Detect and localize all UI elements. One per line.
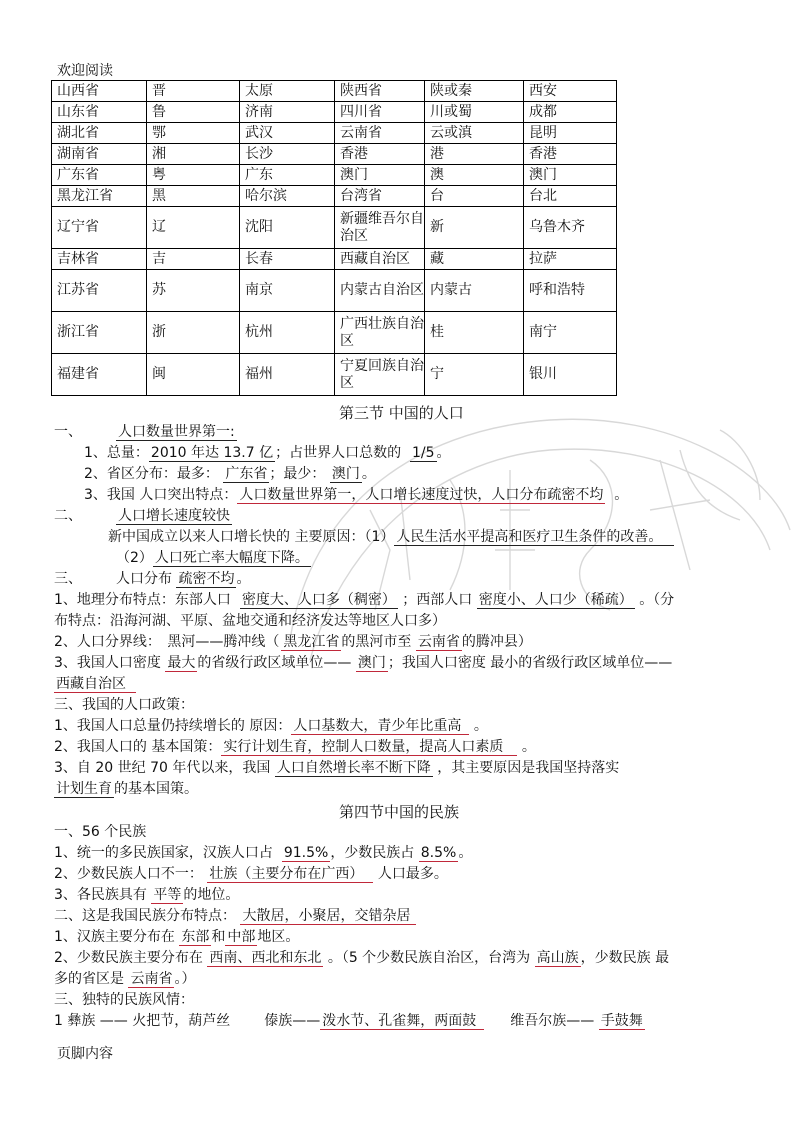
eth-heading2: 二、这是我国民族分布特点： 大散居，小聚居，交错杂居 <box>54 906 416 926</box>
province-cell: 山东省 <box>52 102 147 123</box>
province-cell: 吉 <box>147 249 240 270</box>
province-cell: 辽宁省 <box>52 207 147 249</box>
province-cell: 昆明 <box>524 123 617 144</box>
page-header: 欢迎阅读 <box>57 63 113 79</box>
province-cell: 桂 <box>425 312 524 354</box>
province-cell: 川或蜀 <box>425 102 524 123</box>
province-cell: 内蒙古自治区 <box>335 270 425 312</box>
eth-line4: 1、汉族主要分布在 东部 和 中部 地区。 <box>54 929 300 945</box>
province-cell: 粤 <box>147 165 240 186</box>
province-cell: 西安 <box>524 81 617 102</box>
province-cell: 藏 <box>425 249 524 270</box>
province-row <box>52 102 617 123</box>
province-table-body <box>52 81 617 396</box>
page-footer: 页脚内容 <box>57 1046 113 1062</box>
province-cell: 澳 <box>425 165 524 186</box>
province-cell: 哈尔滨 <box>240 186 335 207</box>
province-row <box>52 207 617 249</box>
province-cell: 浙 <box>147 312 240 354</box>
section4-title: 第四节中国的民族 <box>339 803 460 821</box>
province-cell: 沈阳 <box>240 207 335 249</box>
province-cell: 广东 <box>240 165 335 186</box>
province-cell: 澳门 <box>335 165 425 186</box>
province-row <box>52 144 617 165</box>
s3-heading: 三、 人口分布 疏密不均 。 <box>54 571 251 587</box>
eth-heading3: 三、独特的民族风情： <box>54 992 194 1008</box>
s3-line5: 西藏自治区 <box>54 674 136 694</box>
s3-line2: 布特点：沿海河湖、平原、盆地交通和经济发达等地区人口多） <box>54 613 446 629</box>
province-cell: 山西省 <box>52 81 147 102</box>
province-cell: 长春 <box>240 249 335 270</box>
province-cell: 台 <box>425 186 524 207</box>
province-cell: 银川 <box>524 354 617 396</box>
province-row <box>52 312 617 354</box>
province-cell: 乌鲁木齐 <box>524 207 617 249</box>
province-row <box>52 165 617 186</box>
province-cell: 宁 <box>425 354 524 396</box>
province-cell: 西藏自治区 <box>335 249 425 270</box>
province-cell: 苏 <box>147 270 240 312</box>
province-cell: 杭州 <box>240 312 335 354</box>
province-cell: 武汉 <box>240 123 335 144</box>
province-cell: 福建省 <box>52 354 147 396</box>
s2-line1: 新中国成立以来人口增长快的 主要原因：（1） 人民生活水平提高和医疗卫生条件的改善。 <box>108 527 674 547</box>
province-cell: 香港 <box>524 144 617 165</box>
province-cell: 太原 <box>240 81 335 102</box>
s1-line2: 2、省区分布：最多： 广东省 ；最少： 澳门 。 <box>84 466 376 482</box>
policy-line4: 计划生育 的基本国策。 <box>56 781 198 797</box>
province-cell: 宁夏回族自治区 <box>335 354 425 396</box>
policy-line3: 3、自 20 世纪 70 年代以来，我国 人口自然增长率不断下降 ，其主要原因是我国坚持落实 <box>54 760 620 776</box>
province-cell: 澳门 <box>524 165 617 186</box>
province-cell: 香港 <box>335 144 425 165</box>
province-cell: 台北 <box>524 186 617 207</box>
province-cell: 内蒙古 <box>425 270 524 312</box>
province-row <box>52 81 617 102</box>
province-cell: 鲁 <box>147 102 240 123</box>
policy-line2: 2、我国人口的 基本国策： 实行计划生育，控制人口数量，提高人口素质 。 <box>54 739 536 755</box>
province-cell: 鄂 <box>147 123 240 144</box>
eth-line3: 3、各民族具有 平等 的地位。 <box>54 887 240 903</box>
eth-line1: 1、统一的多民族国家，汉族人口占 91.5% ，少数民族占 8.5% 。 <box>54 845 473 861</box>
s3-line1: 1、地理分布特点：东部人口 密度大、人口多（稠密） ；西部人口 密度小、人口少（稀疏） 。（分 <box>54 592 675 608</box>
province-cell: 台湾省 <box>335 186 425 207</box>
province-cell: 南宁 <box>524 312 617 354</box>
eth-line7: 1 彝族 —— 火把节，葫芦丝 傣族—— 泼水节、孔雀舞，两面鼓 维吾尔族—— 手鼓舞 <box>54 1013 643 1029</box>
province-cell: 晋 <box>147 81 240 102</box>
province-cell: 陕或秦 <box>425 81 524 102</box>
province-cell: 呼和浩特 <box>524 270 617 312</box>
province-cell: 辽 <box>147 207 240 249</box>
province-cell: 云南省 <box>335 123 425 144</box>
province-cell: 闽 <box>147 354 240 396</box>
province-row <box>52 249 617 270</box>
province-cell: 云或滇 <box>425 123 524 144</box>
province-cell: 黑龙江省 <box>52 186 147 207</box>
province-row <box>52 186 617 207</box>
s1-line3: 3、我国 人口突出特点： 人口数量世界第一，人口增长速度过快，人口分布疏密不均 。 <box>84 487 629 503</box>
s2-heading: 二、 人口增长速度较快 <box>54 508 230 524</box>
s2-line2: （2） 人口死亡率大幅度下降。 <box>116 550 309 566</box>
s3-line3: 2、人口分界线： 黑河——腾冲线（ 黑龙江省 的黑河市至 云南省 的腾冲县） <box>54 634 532 650</box>
province-cell: 南京 <box>240 270 335 312</box>
province-cell: 广西壮族自治区 <box>335 312 425 354</box>
province-cell: 湖北省 <box>52 123 147 144</box>
province-cell: 浙江省 <box>52 312 147 354</box>
section3-title: 第三节 中国的人口 <box>339 404 464 422</box>
province-cell: 港 <box>425 144 524 165</box>
province-row <box>52 270 617 312</box>
province-cell: 广东省 <box>52 165 147 186</box>
province-table <box>51 80 617 396</box>
eth-line6: 多的省区是 云南省 。） <box>54 971 196 987</box>
province-cell: 陕西省 <box>335 81 425 102</box>
eth-line2: 2、少数民族人口不一： 壮族（主要分布在广西） 人口最多。 <box>54 866 448 882</box>
province-cell: 四川省 <box>335 102 425 123</box>
s1-heading: 一、 人口数量世界第一: <box>54 424 235 440</box>
policy-line1: 1、我国人口总量仍持续增长的 原因： 人口基数大，青少年比重高 。 <box>54 718 488 734</box>
province-row <box>52 123 617 144</box>
eth-heading1: 一、56 个民族 <box>54 824 147 840</box>
s1-line1: 1、总量： 2010 年达 13.7 亿 ；占世界人口总数的 1/5 。 <box>84 445 451 461</box>
province-cell: 江苏省 <box>52 270 147 312</box>
province-cell: 湖南省 <box>52 144 147 165</box>
province-row <box>52 354 617 396</box>
s3-line4: 3、我国人口密度 最大 的省级行政区域单位—— 澳门 ；我国人口密度 最小的省级行政区域单位—— <box>54 655 673 671</box>
province-cell: 济南 <box>240 102 335 123</box>
province-cell: 吉林省 <box>52 249 147 270</box>
province-cell: 成都 <box>524 102 617 123</box>
province-cell: 长沙 <box>240 144 335 165</box>
province-cell: 拉萨 <box>524 249 617 270</box>
province-cell: 湘 <box>147 144 240 165</box>
policy-heading: 三、我国的人口政策： <box>54 697 194 713</box>
province-cell: 黑 <box>147 186 240 207</box>
province-cell: 新疆维吾尔自治区 <box>335 207 425 249</box>
eth-line5: 2、少数民族主要分布在 西南、西北和东北 。（5 个少数民族自治区，台湾为 高山族 ，少数民族 最 <box>54 950 670 966</box>
province-cell: 新 <box>425 207 524 249</box>
province-cell: 福州 <box>240 354 335 396</box>
